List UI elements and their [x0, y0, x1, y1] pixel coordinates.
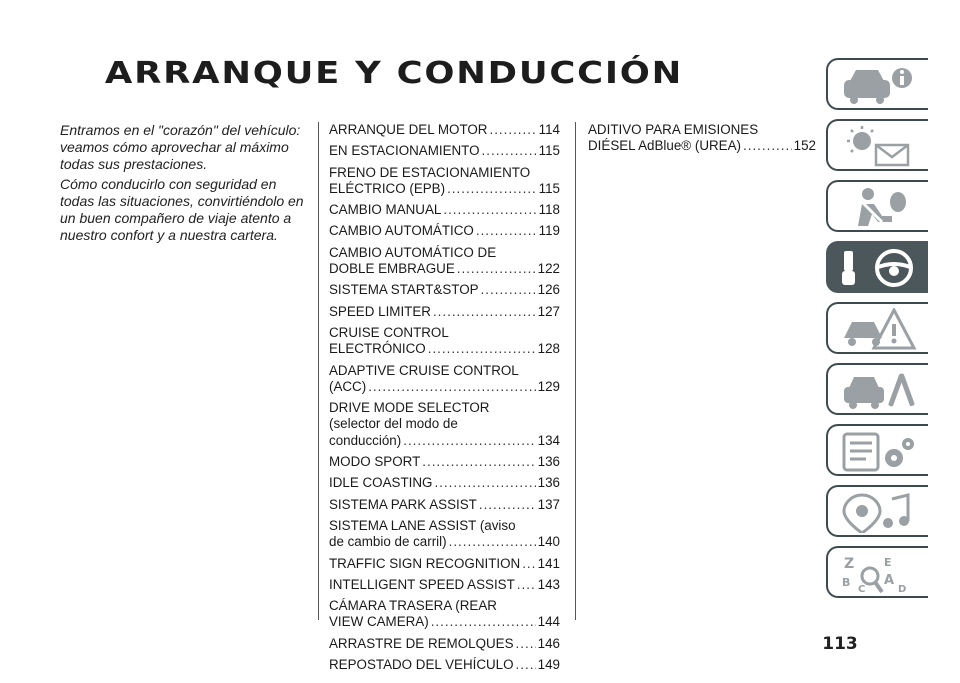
toc-page-number: 114 — [538, 122, 560, 137]
toc-entry-title: conducción) — [329, 432, 402, 448]
toc-entry-title: REPOSTADO DEL VEHÍCULO — [329, 657, 514, 673]
toc-entry-title: ARRANQUE DEL MOTOR — [329, 122, 488, 137]
dot-leader — [479, 497, 536, 513]
intro-text — [60, 122, 312, 247]
toc-page-number: 144 — [537, 614, 560, 630]
toc-page-number: 137 — [537, 496, 560, 512]
toc-page-number: 126 — [537, 282, 560, 298]
svg-text:D: D — [898, 584, 907, 594]
chapter-tab[interactable] — [826, 180, 928, 232]
chapter-tab[interactable] — [826, 302, 928, 354]
chapter-tab[interactable] — [826, 119, 928, 171]
toc-entry-title: de cambio de carril) — [329, 534, 447, 550]
toc-entry[interactable] — [329, 122, 560, 138]
dot-leader — [457, 261, 536, 277]
toc-entry-title: CAMBIO AUTOMÁTICO — [329, 223, 474, 239]
toc-entry[interactable] — [329, 556, 560, 572]
toc-entry-line: CAMBIO AUTOMÁTICO DE — [329, 244, 497, 260]
toc-entry[interactable] — [329, 577, 560, 593]
toc-entry[interactable] — [329, 282, 560, 298]
page-title: ARRANQUE Y CONDUCCIÓN — [104, 56, 684, 91]
emergency-warning-icon — [838, 308, 922, 350]
toc-entry[interactable] — [329, 325, 560, 358]
toc-page-number: 127 — [537, 303, 560, 319]
column-divider-left — [318, 122, 319, 620]
toc-entry[interactable] — [329, 598, 560, 631]
toc-page-number: 149 — [537, 657, 560, 673]
car-info-icon — [838, 64, 922, 106]
toc-entry-line: FRENO DE ESTACIONAMIENTO — [329, 164, 531, 180]
toc-page-number: 141 — [537, 555, 560, 571]
car-maintenance-icon — [838, 369, 922, 411]
toc-column-1 — [329, 122, 560, 678]
seat-belt-airbag-icon — [838, 186, 922, 228]
chapter-tab[interactable] — [826, 424, 928, 476]
dot-leader — [517, 577, 536, 593]
svg-text:C: C — [858, 584, 866, 594]
alphabetical-index-icon — [838, 552, 922, 594]
toc-page-number: 128 — [537, 341, 560, 357]
warning-lights-icon — [838, 125, 922, 167]
toc-page-number: 115 — [538, 143, 560, 159]
technical-data-icon — [838, 430, 922, 472]
toc-entry-title: SPEED LIMITER — [329, 303, 431, 319]
svg-text:A: A — [884, 573, 895, 588]
toc-entry[interactable] — [329, 304, 560, 320]
toc-entry[interactable] — [329, 636, 560, 652]
dot-leader — [433, 304, 536, 320]
key-steering-wheel-icon — [838, 247, 922, 289]
toc-entry-line: (selector del modo de — [329, 416, 458, 432]
toc-entry[interactable] — [329, 363, 560, 396]
toc-entry[interactable] — [329, 400, 560, 449]
toc-entry-title: ELÉCTRICO (EPB) — [329, 180, 446, 196]
toc-entry-line: CÁMARA TRASERA (REAR — [329, 598, 497, 614]
toc-page-number: 152 — [793, 138, 816, 154]
toc-entry-line: DRIVE MODE SELECTOR — [329, 400, 490, 416]
toc-entry-title: SISTEMA PARK ASSIST — [329, 496, 477, 512]
toc-entry-title: (ACC) — [329, 378, 367, 394]
toc-entry-title: INTELLIGENT SPEED ASSIST — [329, 576, 515, 592]
chapter-tab[interactable] — [826, 485, 928, 537]
toc-page-number: 143 — [537, 576, 560, 592]
toc-entry[interactable] — [329, 518, 560, 551]
toc-entry-title: DOBLE EMBRAGUE — [329, 261, 455, 277]
toc-page-number: 140 — [537, 534, 560, 550]
toc-page-number: 134 — [537, 432, 560, 448]
toc-entry-line: ADITIVO PARA EMISIONES — [588, 122, 759, 137]
toc-page-number: 136 — [537, 475, 560, 491]
toc-entry-title: VIEW CAMERA) — [329, 614, 429, 630]
dot-leader — [522, 556, 535, 572]
toc-entry[interactable] — [329, 143, 560, 159]
toc-column-2 — [588, 122, 816, 160]
toc-page-number: 118 — [538, 202, 560, 218]
toc-entry-line: SISTEMA LANE ASSIST (aviso — [329, 517, 516, 533]
toc-entry[interactable] — [329, 657, 560, 673]
chapter-tab[interactable] — [826, 546, 928, 598]
page-number: 113 — [822, 634, 858, 654]
intro-paragraph-2: Cómo conducirlo con seguridad en todas las situaciones, convirtiéndolo en un buen compañero de viaje atento a nuestro confort y a nuestra cartera. — [60, 176, 304, 243]
dot-leader — [489, 122, 536, 138]
toc-entry[interactable] — [329, 475, 560, 491]
toc-entry[interactable] — [329, 454, 560, 470]
dot-leader — [447, 181, 537, 197]
dot-leader — [449, 534, 536, 550]
toc-entry-line: CRUISE CONTROL — [329, 324, 449, 340]
multimedia-icon — [838, 491, 922, 533]
toc-entry[interactable] — [329, 245, 560, 278]
toc-entry-title: IDLE COASTING — [329, 475, 433, 491]
toc-entry-title: ARRASTRE DE REMOLQUES — [329, 635, 514, 651]
dot-leader — [443, 202, 536, 218]
chapter-tab[interactable] — [826, 363, 928, 415]
chapter-tab[interactable] — [826, 58, 928, 110]
column-divider-right — [575, 122, 576, 620]
dot-leader — [516, 636, 536, 652]
toc-entry[interactable] — [588, 122, 816, 155]
toc-entry-title: CAMBIO MANUAL — [329, 202, 442, 218]
toc-page-number: 129 — [537, 378, 560, 394]
chapter-tabs — [826, 58, 928, 607]
toc-page-number: 136 — [537, 454, 560, 470]
toc-entry[interactable] — [329, 223, 560, 239]
dot-leader — [476, 223, 537, 239]
toc-entry-title: TRAFFIC SIGN RECOGNITION — [329, 555, 521, 571]
dot-leader — [434, 475, 535, 491]
toc-entry-title: SISTEMA START&STOP — [329, 282, 479, 298]
toc-page-number: 119 — [538, 223, 560, 239]
dot-leader — [481, 282, 536, 298]
toc-entry[interactable] — [329, 165, 560, 198]
svg-text:Z: Z — [844, 556, 855, 572]
toc-entry-title: ELECTRÓNICO — [329, 341, 426, 357]
toc-entry-title: MODO SPORT — [329, 454, 421, 470]
svg-text:E: E — [884, 556, 892, 569]
dot-leader — [422, 454, 535, 470]
toc-entry-title: EN ESTACIONAMIENTO — [329, 143, 480, 159]
chapter-tab[interactable] — [826, 241, 928, 293]
toc-page-number: 115 — [538, 180, 560, 196]
toc-entry[interactable] — [329, 202, 560, 218]
toc-entry-line: ADAPTIVE CRUISE CONTROL — [329, 362, 519, 378]
dot-leader — [368, 379, 535, 395]
intro-paragraph-1: Entramos en el "corazón" del vehículo: veamos cómo aprovechar al máximo todas sus prestaciones. — [60, 122, 301, 172]
dot-leader — [482, 143, 537, 159]
toc-entry-title: DIÉSEL AdBlue® (UREA) — [588, 138, 742, 154]
toc-page-number: 122 — [537, 261, 560, 277]
dot-leader — [431, 614, 536, 630]
dot-leader — [428, 341, 536, 357]
toc-entry[interactable] — [329, 497, 560, 513]
dot-leader — [516, 657, 536, 673]
svg-text:B: B — [842, 576, 851, 589]
toc-page-number: 146 — [537, 635, 560, 651]
dot-leader — [743, 138, 792, 154]
dot-leader — [403, 433, 535, 449]
